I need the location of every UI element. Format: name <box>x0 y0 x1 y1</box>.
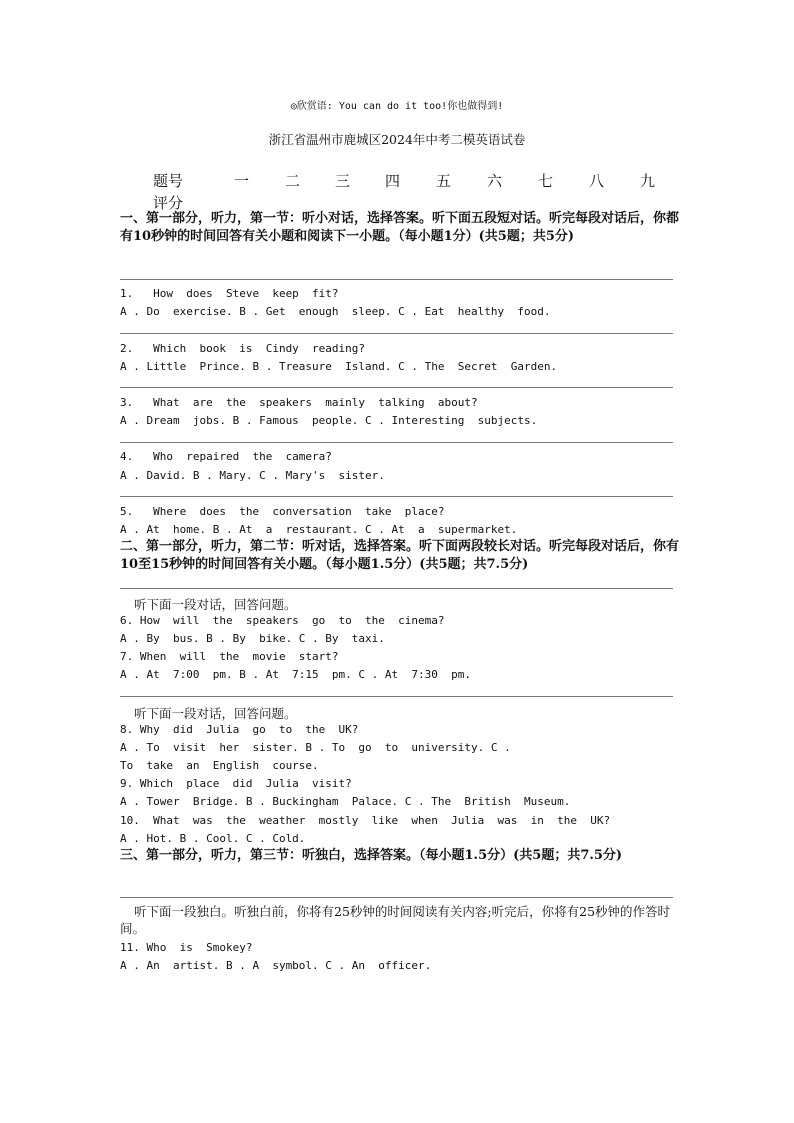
question-8: 8. Why did Julia go to the UK? <box>120 723 359 736</box>
question-6: 6. How will the speakers go to the cinema? <box>120 614 445 627</box>
score-label: 评分 <box>153 194 184 212</box>
question-10: 10. What was the weather mostly like when Julia was in the UK? <box>120 814 611 827</box>
question-9-options: A . Tower Bridge. B . Buckingham Palace. C . The British Museum. <box>120 795 571 808</box>
question-5: 5. Where does the conversation take place? <box>120 505 445 518</box>
question-10-options: A . Hot. B . Cool. C . Cold. <box>120 832 306 845</box>
divider <box>120 588 673 589</box>
monologue-intro: 听下面一段独白。听独白前，你将有25秒钟的时间阅读有关内容;听完后，你将有25秒钟的作答时间。 <box>120 904 671 936</box>
section-3-instructions: 三、第一部分，听力，第三节：听独白，选择答案。（每小题1.5分）(共5题；共7.5分) <box>120 848 623 863</box>
question-4: 4. Who repaired the camera? <box>120 450 332 463</box>
question-11-options: A . An artist. B . A symbol. C . An officer. <box>120 959 432 972</box>
column-header-3: 三 <box>335 172 351 190</box>
divider <box>120 333 673 334</box>
question-8-options: A . To visit her sister. B . To go to university. C . <box>120 741 511 754</box>
question-3-options: A . Dream jobs. B . Famous people. C . Interesting subjects. <box>120 414 538 427</box>
divider <box>120 279 673 280</box>
exam-title: 浙江省温州市鹿城区2024年中考二模英语试卷 <box>268 132 526 147</box>
dialog-intro: 听下面一段对话，回答问题。 <box>134 597 297 612</box>
question-number-label: 题号 <box>153 172 184 190</box>
column-header-2: 二 <box>285 172 301 190</box>
question-3: 3. What are the speakers mainly talking about? <box>120 396 478 409</box>
column-header-9: 九 <box>640 172 656 190</box>
question-11: 11. Who is Smokey? <box>120 941 253 954</box>
column-header-4: 四 <box>385 172 401 190</box>
column-header-6: 六 <box>487 172 503 190</box>
divider <box>120 496 673 497</box>
question-5-options: A . At home. B . At a restaurant. C . At a supermarket. <box>120 523 518 536</box>
question-7: 7. When will the movie start? <box>120 650 339 663</box>
question-2-options: A . Little Prince. B . Treasure Island. C . The Secret Garden. <box>120 360 558 373</box>
column-header-5: 五 <box>436 172 452 190</box>
column-header-1: 一 <box>234 172 250 190</box>
question-8-options-cont: To take an English course. <box>120 759 319 772</box>
column-header-8: 八 <box>589 172 605 190</box>
divider <box>120 897 673 898</box>
motto-line: ◎欣赏语: You can do it too!你也做得到! <box>290 101 504 112</box>
section-1-instructions: 一、第一部分，听力，第一节：听小对话，选择答案。听下面五段短对话。听完每段对话后，你都有10秒钟的时间回答有关小题和阅读下一小题。（每小题1分）(共5题；共5分) <box>120 211 680 244</box>
question-7-options: A . At 7:00 pm. B . At 7:15 pm. C . At 7:30 pm. <box>120 668 471 681</box>
section-2-instructions: 二、第一部分，听力，第二节：听对话，选择答案。听下面两段较长对话。听完每段对话后，你有10至15秒钟的时间回答有关小题。（每小题1.5分）(共5题；共7.5分) <box>120 539 680 572</box>
question-1-options: A . Do exercise. B . Get enough sleep. C . Eat healthy food. <box>120 305 551 318</box>
dialog-intro: 听下面一段对话，回答问题。 <box>134 706 297 721</box>
question-2: 2. Which book is Cindy reading? <box>120 342 366 355</box>
divider <box>120 696 673 697</box>
question-9: 9. Which place did Julia visit? <box>120 777 352 790</box>
question-1: 1. How does Steve keep fit? <box>120 287 339 300</box>
question-4-options: A . David. B . Mary. C . Mary's sister. <box>120 469 385 482</box>
divider <box>120 387 673 388</box>
question-6-options: A . By bus. B . By bike. C . By taxi. <box>120 632 385 645</box>
divider <box>120 442 673 443</box>
column-header-7: 七 <box>538 172 554 190</box>
